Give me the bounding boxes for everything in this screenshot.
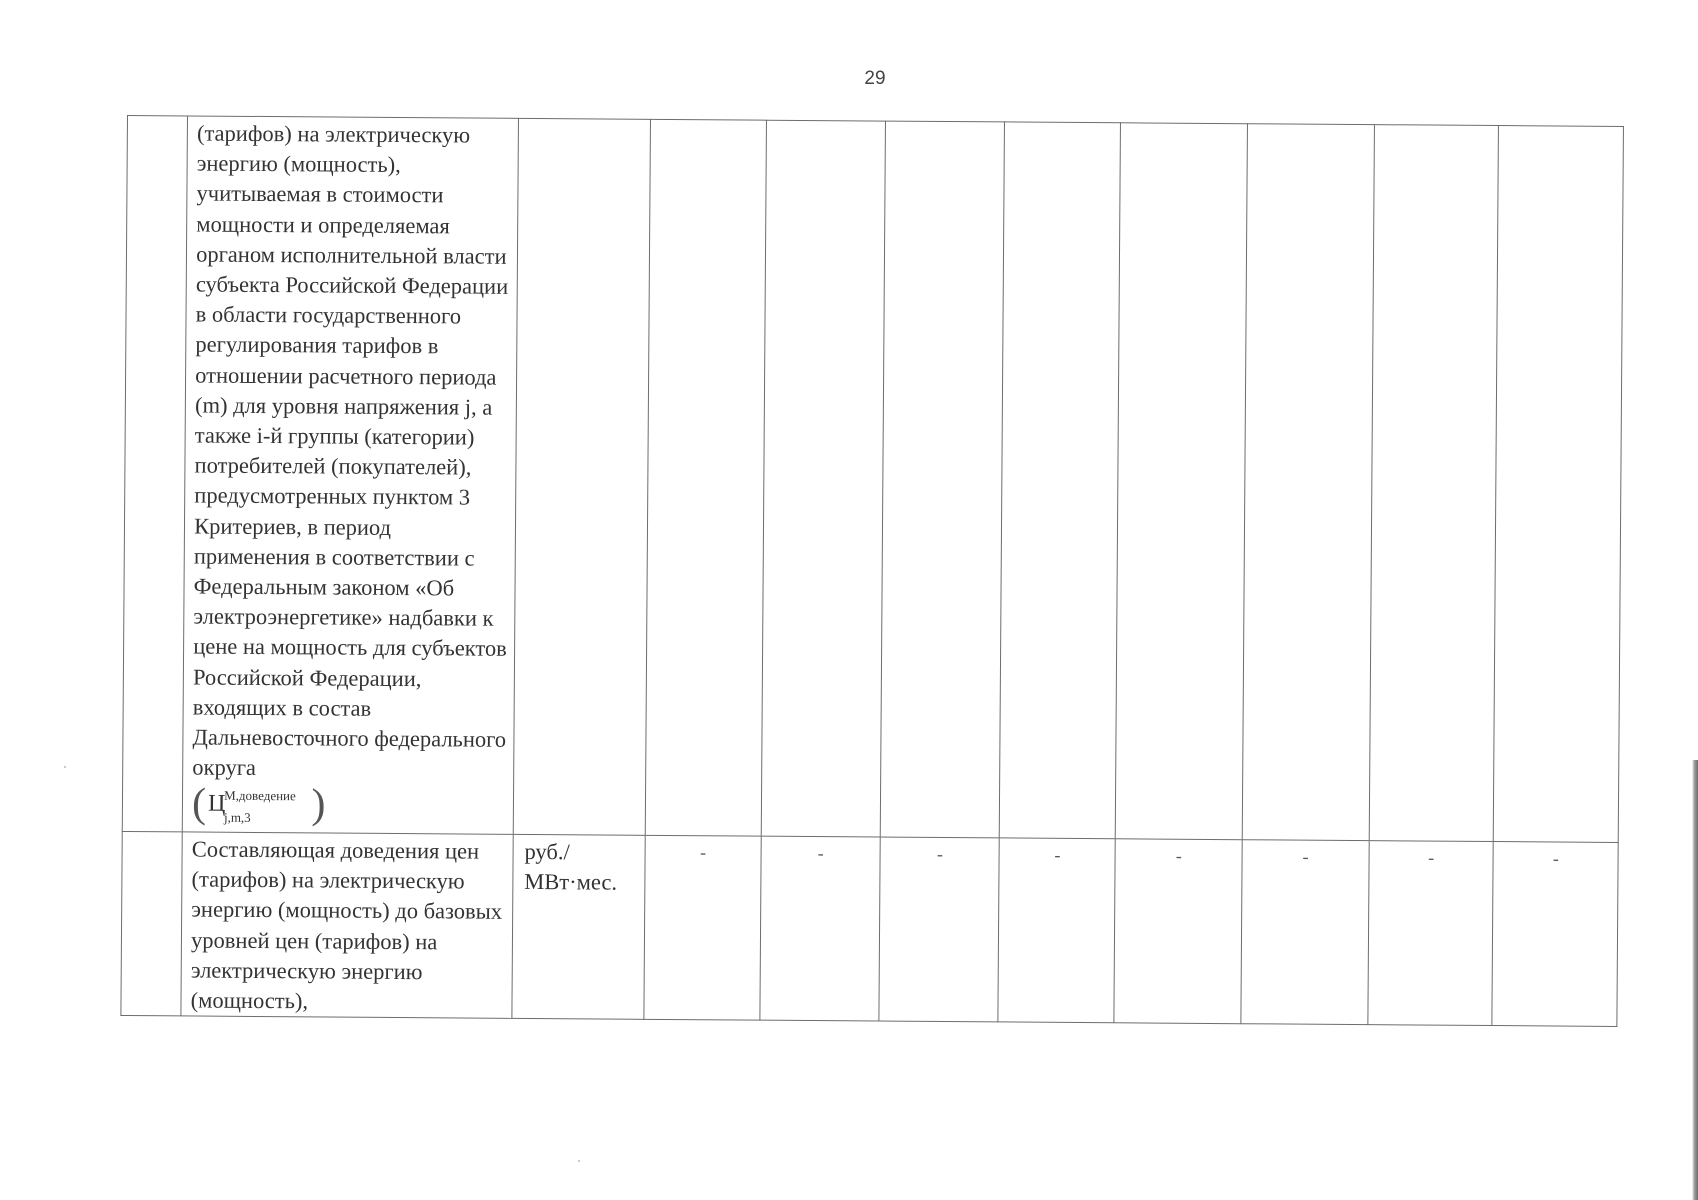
tariff-table [120, 115, 1624, 1027]
formula-subscript: j,m,3 [223, 810, 251, 826]
value-cell: - [760, 836, 881, 1021]
value-cell: - [998, 838, 1115, 1023]
document-table-container [120, 115, 1624, 1027]
value-cell [761, 120, 885, 837]
description-cell [182, 116, 518, 834]
scan-speck [64, 766, 66, 768]
description-cell [181, 832, 513, 1019]
value-cell [880, 121, 1004, 838]
description-text: (тарифов) на электрическую энергию (мощность), учитываемая в стоимости мощности и определяемая органом исполнительной власти субъекта Российской Федерации в области государственного регулирования тарифов в отношении расчетного периода (m) для уровня напряжения j, а также i-й группы (категории) потребителей (покупателей), предусмотренных пунктом 3 Критериев, в период применения в соответствии с Федеральным законом «Об электроэнергетике» надбавки к цене на мощность для субъектов Российской Федерации, входящих в состав Дальневосточного федерального округа [192, 120, 509, 781]
table-row [121, 831, 1618, 1026]
value-cell: - [879, 837, 1000, 1022]
formula-symbol: Ц М,доведение j,m,3 [208, 789, 226, 819]
unit-text: руб./ [524, 838, 570, 865]
value-cell [1000, 122, 1121, 839]
value-cell [1116, 123, 1248, 840]
description-text: Составляющая доведения цен (тарифов) на электрическую энергию (мощность) до базовых уровней цен (тарифов) на электрическую энергию (мощность), [190, 836, 503, 1014]
scan-edge-shadow [1692, 760, 1698, 1200]
row-number-cell [122, 116, 187, 832]
value-cell: - [1241, 840, 1369, 1025]
value-cell: - [1368, 841, 1494, 1026]
page-number: 29 [864, 68, 886, 89]
unit-cell [513, 118, 650, 835]
unit-cell [512, 834, 645, 1019]
value-cell [645, 119, 766, 836]
formula: ( Ц М,доведение j,m,3 ) [192, 785, 326, 824]
value-cell [1494, 126, 1624, 843]
value-cell [1369, 125, 1499, 842]
unit-text: МВт·мес. [524, 868, 618, 895]
value-cell: - [1114, 839, 1242, 1024]
scan-speck [578, 1160, 580, 1162]
table-row [122, 116, 1623, 843]
value-cell [1242, 124, 1374, 841]
row-number-cell [121, 831, 182, 1016]
value-cell: - [1492, 842, 1618, 1027]
value-cell: - [644, 835, 761, 1020]
formula-superscript: М,доведение [224, 788, 296, 804]
